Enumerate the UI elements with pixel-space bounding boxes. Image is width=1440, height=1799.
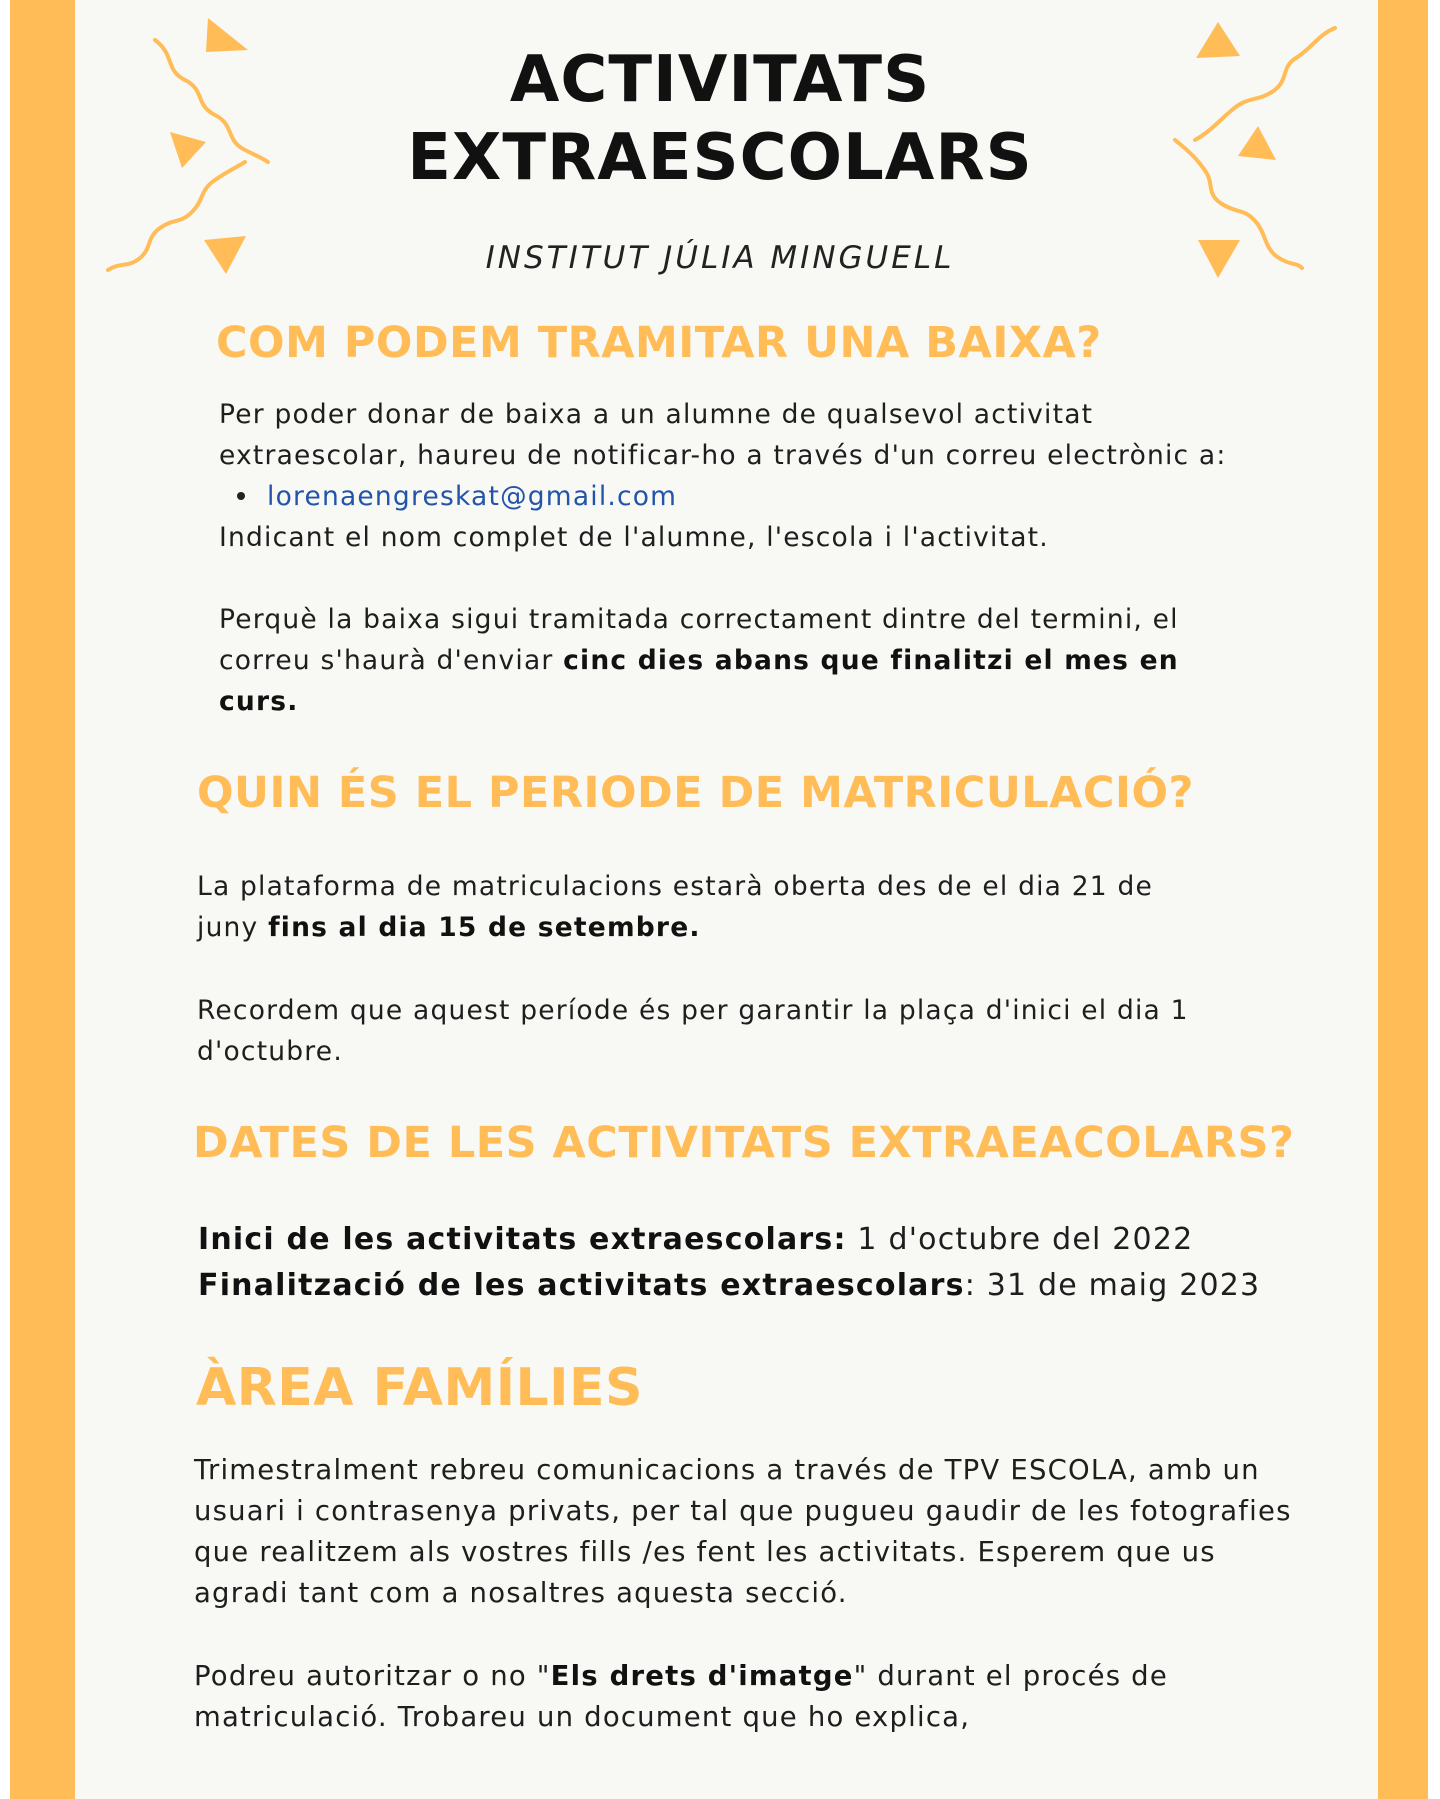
start-date-label: Inici de les activitats extraescolars: bbox=[198, 1222, 847, 1257]
page-title: ACTIVITATS bbox=[509, 43, 931, 117]
paragraph-baixa-p2-line1: Perquè la baixa sigui tramitada correctament dintre del termini, el bbox=[219, 604, 1179, 635]
text-normal: correu s'haurà d'enviar bbox=[219, 645, 564, 676]
paragraph-families-line2: usuari i contrasenya privats, per tal que pugueu gaudir de les fotografies bbox=[194, 1495, 1292, 1527]
paragraph-baixa-line3: Indicant el nom complet de l'alumne, l'escola i l'activitat. bbox=[219, 522, 1049, 553]
paragraph-baixa-line2: extraescolar, haureu de notificar-ho a través d'un correu electrònic a: bbox=[219, 440, 1227, 471]
text-bold: cinc dies abans que finalitzi el mes en bbox=[563, 645, 1179, 676]
paragraph-families-p2-line2: matriculació. Trobareu un document que ho explica, bbox=[194, 1701, 971, 1733]
start-date bbox=[198, 1217, 1193, 1263]
school-name: INSTITUT JÚLIA MINGUELL bbox=[485, 240, 955, 276]
paragraph-baixa-p2-line2 bbox=[219, 640, 1179, 682]
email-link[interactable]: lorenaengreskat@gmail.com bbox=[267, 481, 678, 512]
text-normal: Podreu autoritzar o no " bbox=[194, 1660, 551, 1692]
paragraph-matriculacio-p2-line1: Recordem que aquest període és per garantir la plaça d'inici el dia 1 bbox=[197, 995, 1189, 1026]
heading-matriculacio: QUIN ÉS EL PERIODE DE MATRICULACIÓ? bbox=[197, 768, 1194, 818]
paragraph-baixa-line1: Per poder donar de baixa a un alumne de qualsevol activitat bbox=[219, 399, 1094, 430]
bullet-icon bbox=[237, 492, 245, 500]
text-bold: Els drets d'imatge bbox=[550, 1660, 854, 1692]
paragraph-families-line1: Trimestralment rebreu comunicacions a través de TPV ESCOLA, amb un bbox=[194, 1454, 1260, 1486]
paragraph-baixa-p2-line3 bbox=[219, 681, 298, 723]
text-normal: " durant el procés de bbox=[853, 1660, 1168, 1692]
email-list-item bbox=[237, 476, 677, 518]
end-date bbox=[198, 1263, 1260, 1309]
text-bold: fins al dia 15 de setembre. bbox=[268, 912, 701, 943]
heading-dates: DATES DE LES ACTIVITATS EXTRAEACOLARS? bbox=[193, 1118, 1295, 1168]
text-normal: juny bbox=[197, 912, 269, 943]
paragraph-matriculacio-p2-line2: d'octubre. bbox=[197, 1036, 343, 1067]
paragraph-families-line4: agradi tant com a nosaltres aquesta secció. bbox=[194, 1577, 848, 1609]
paragraph-families-line3: que realitzem als vostres fills /es fent les activitats. Esperem que us bbox=[194, 1536, 1216, 1568]
paragraph-matriculacio-line2 bbox=[197, 907, 701, 949]
page-title-line2: EXTRAESCOLARS bbox=[407, 121, 1033, 195]
heading-baixa: COM PODEM TRAMITAR UNA BAIXA? bbox=[216, 318, 1102, 368]
heading-families: ÀREA FAMÍLIES bbox=[196, 1358, 644, 1418]
text-bold: curs. bbox=[219, 686, 299, 717]
paragraph-families-p2-line1 bbox=[194, 1656, 1168, 1698]
end-date-label: Finalització de les activitats extraescolars bbox=[198, 1268, 965, 1303]
start-date-value: 1 d'octubre del 2022 bbox=[846, 1222, 1194, 1257]
paragraph-matriculacio-line1: La plataforma de matriculacions estarà oberta des de el dia 21 de bbox=[197, 871, 1154, 902]
end-date-value: : 31 de maig 2023 bbox=[964, 1268, 1261, 1303]
